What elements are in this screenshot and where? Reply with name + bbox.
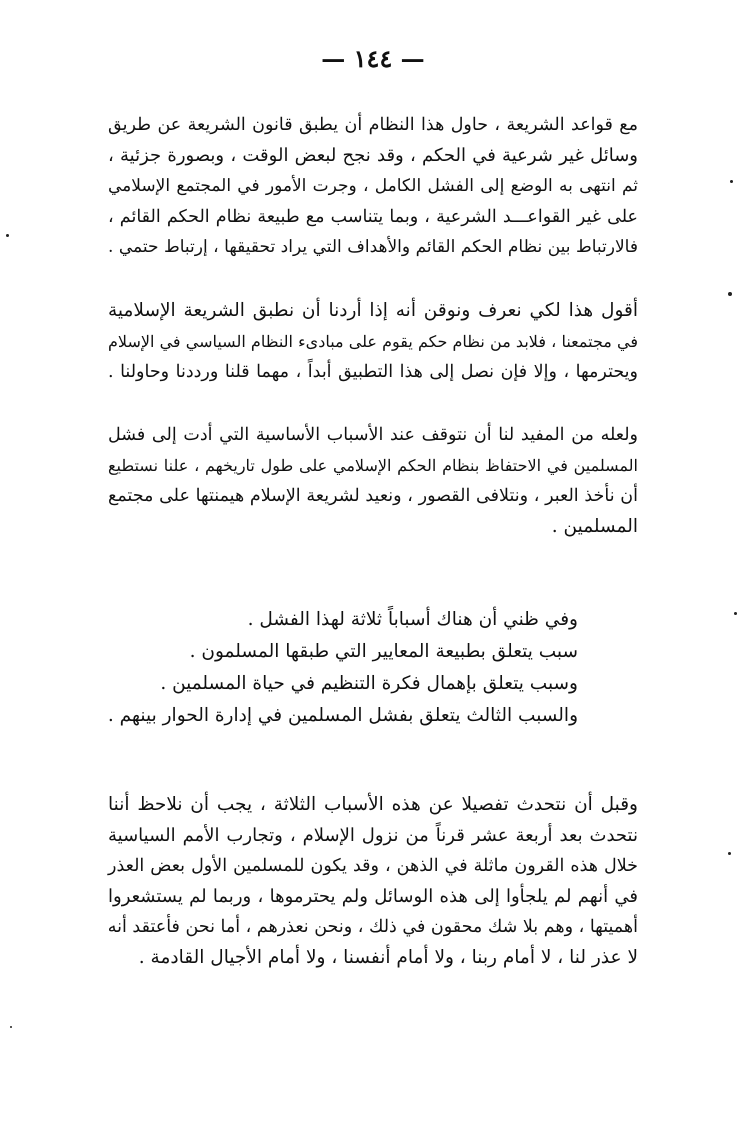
text-line: أقول هذا لكي نعرف ونوقن أنه إذا أردنا أن نطبق الشريعة الإسلامية [108,300,638,321]
text-line: نتحدث بعد أربعة عشر قرناً من نزول الإسلام ، وتجارب الأمم السياسية [108,824,638,846]
page-number: — ١٤٤ — [321,44,425,73]
text-line: ويحترمها ، وإلا فإن نصل إلى هذا التطبيق أبداً ، مهما قلنا ورددنا وحاولنا . [108,362,638,382]
scan-speck [734,612,737,615]
text-line: فالارتباط بين نظام الحكم القائم والأهداف التي يراد تحقيقها ، إرتباط حتمي . [108,237,638,257]
paragraph-3 [108,420,638,542]
text-line: في أنهم لم يلجأوا إلى هذه الوسائل ولم يحترموها ، وربما لم يستشعروا [108,885,638,907]
text-line: أهميتها ، وهم بلا شك محقون في ذلك ، ونحن نعذرهم ، أما نحن فأعتقد أنه [107,917,638,937]
list-item: والسبب الثالث يتعلق بفشل المسلمين في إدارة الحوار بينهم . [107,705,578,726]
text-line: المسلمين في الاحتفاظ بنظام الحكم الإسلامي على طول تاريخهم ، علنا نستطيع [108,455,638,475]
text-line: ولعله من المفيد لنا أن نتوقف عند الأسباب الأساسية التي أدت إلى فشل [108,425,638,445]
list-intro: وفي ظني أن هناك أسباباً ثلاثة لهذا الفشل . [247,609,578,630]
scan-speck [728,852,731,855]
scan-speck [728,292,732,296]
list-item: وسبب يتعلق بإهمال فكرة التنظيم في حياة المسلمين . [160,673,578,694]
paragraph-2 [108,296,638,388]
list-item: سبب يتعلق بطبيعة المعايير التي طبقها المسلمون . [189,641,578,662]
paragraph-4-reasons-list [108,604,578,732]
text-line: وسائل غير شرعية في الحكم ، وقد نجح لبعض الوقت ، وبصورة جزئية ، [108,144,639,166]
scan-speck [10,1026,12,1028]
text-line: على غير القواعـــد الشرعية ، وبما يتناسب مع طبيعة نظام الحكم القائم ، [108,206,638,227]
scan-speck [6,234,9,237]
text-line: في مجتمعنا ، فلابد من نظام حكم يقوم على مبادىء النظام السياسي في الإسلام [108,331,638,351]
text-line: ثم انتهى به الوضع إلى الفشل الكامل ، وجرت الأمور في المجتمع الإسلامي [108,176,638,196]
text-line: مع قواعد الشريعة ، حاول هذا النظام أن يطبق قانون الشريعة عن طريق [108,115,638,135]
paragraph-5 [108,790,638,973]
scan-speck [730,180,733,183]
text-line: المسلمين . [551,515,638,537]
text-line: أن نأخذ العبر ، ونتلافى القصور ، ونعيد لشريعة الإسلام هيمنتها على مجتمع [108,486,638,506]
paragraph-1 [108,110,638,263]
text-line: وقبل أن نتحدث تفصيلا عن هذه الأسباب الثلاثة ، يجب أن نلاحظ أننا [108,794,638,815]
text-line: خلال هذه القرون ماثلة في الذهن ، وقد يكون للمسلمين الأول بعض العذر [108,856,638,876]
text-line: لا عذر لنا ، لا أمام ربنا ، ولا أمام أنفسنا ، ولا أمام الأجيال القادمة . [138,946,638,968]
